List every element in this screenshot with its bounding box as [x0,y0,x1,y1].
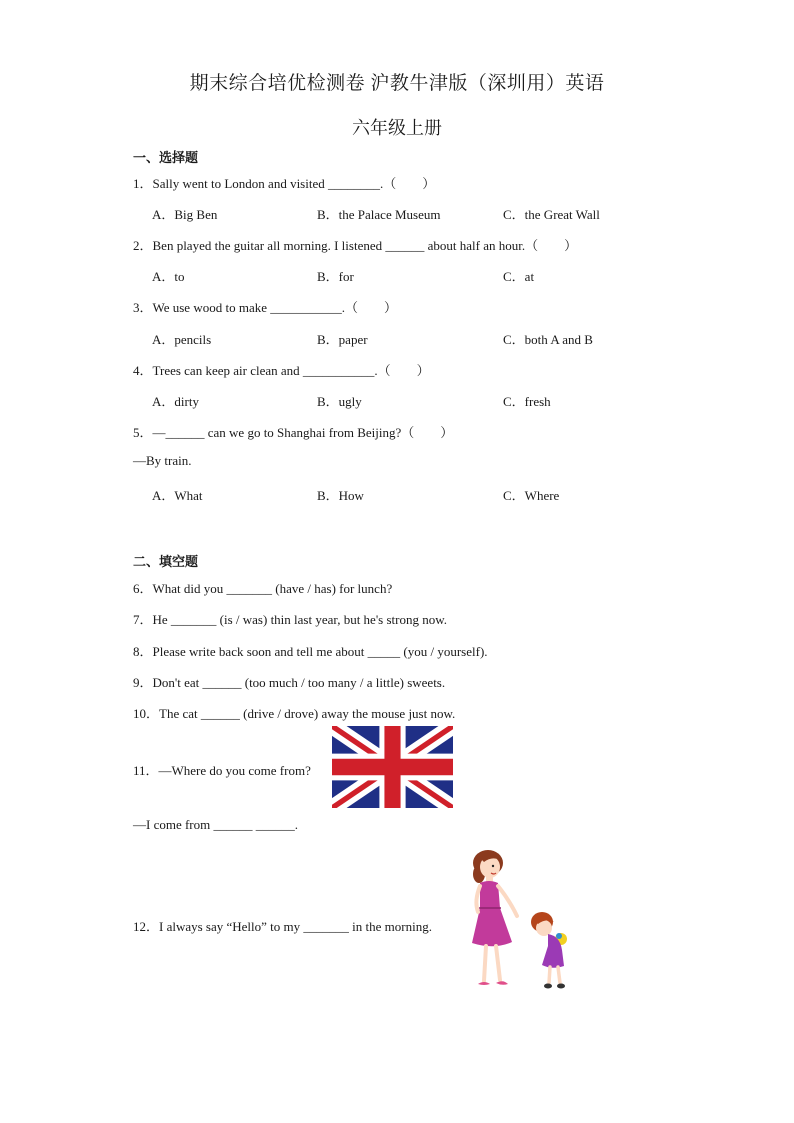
q3-option-a: A．pencils [152,332,212,347]
q5-option-c: C．Where [503,488,560,503]
question-4: 4．Trees can keep air clean and ___________.（ ） [133,363,430,378]
question-11: 11．—Where do you come from? [133,763,311,778]
question-3: 3．We use wood to make ___________.（ ） [133,300,397,315]
exam-title: 期末综合培优检测卷 沪教牛津版（深圳用）英语 [189,73,605,94]
q2-option-b: B．for [317,269,354,284]
union-jack-flag [332,726,453,808]
q1-option-c: C．the Great Wall [503,207,600,222]
q3-option-b: B．paper [317,332,368,347]
question-10: 10．The cat ______ (drive / drove) away the mouse just now. [133,706,456,721]
q4-option-b: B．ugly [317,394,362,409]
question-2: 2．Ben played the guitar all morning. I listened ______ about half an hour.（ ） [133,238,578,253]
q4-option-c: C．fresh [503,394,551,409]
q2-option-a: A．to [152,269,185,284]
question-6: 6．What did you _______ (have / has) for lunch? [133,581,393,596]
q5-option-b: B．How [317,488,364,503]
q1-option-a: A．Big Ben [152,207,218,222]
question-5-answer-line: —By train. [133,453,192,468]
q4-option-a: A．dirty [152,394,199,409]
question-11-answer-line: —I come from ______ ______. [133,817,299,832]
question-8: 8．Please write back soon and tell me about _____ (you / yourself). [133,644,488,659]
section-heading-choice: 一、选择题 [133,151,199,166]
question-12: 12．I always say “Hello” to my _______ in the morning. [133,919,432,934]
teacher-figure [472,850,517,985]
child-figure [531,912,567,989]
exam-subtitle: 六年级上册 [352,118,442,138]
question-1: 1．Sally went to London and visited ________.（ ） [133,176,436,191]
q5-option-a: A．What [152,488,203,503]
question-7: 7．He _______ (is / was) thin last year, but he's strong now. [133,612,448,627]
question-5: 5．—______ can we go to Shanghai from Beijing?（ ） [133,425,454,440]
q1-option-b: B．the Palace Museum [317,207,441,222]
question-9: 9．Don't eat ______ (too much / too many / a little) sweets. [133,675,446,690]
q3-option-c: C．both A and B [503,332,593,347]
teacher-and-child-illustration [462,846,582,996]
section-heading-fill: 二、填空题 [133,555,199,570]
q2-option-c: C．at [503,269,535,284]
